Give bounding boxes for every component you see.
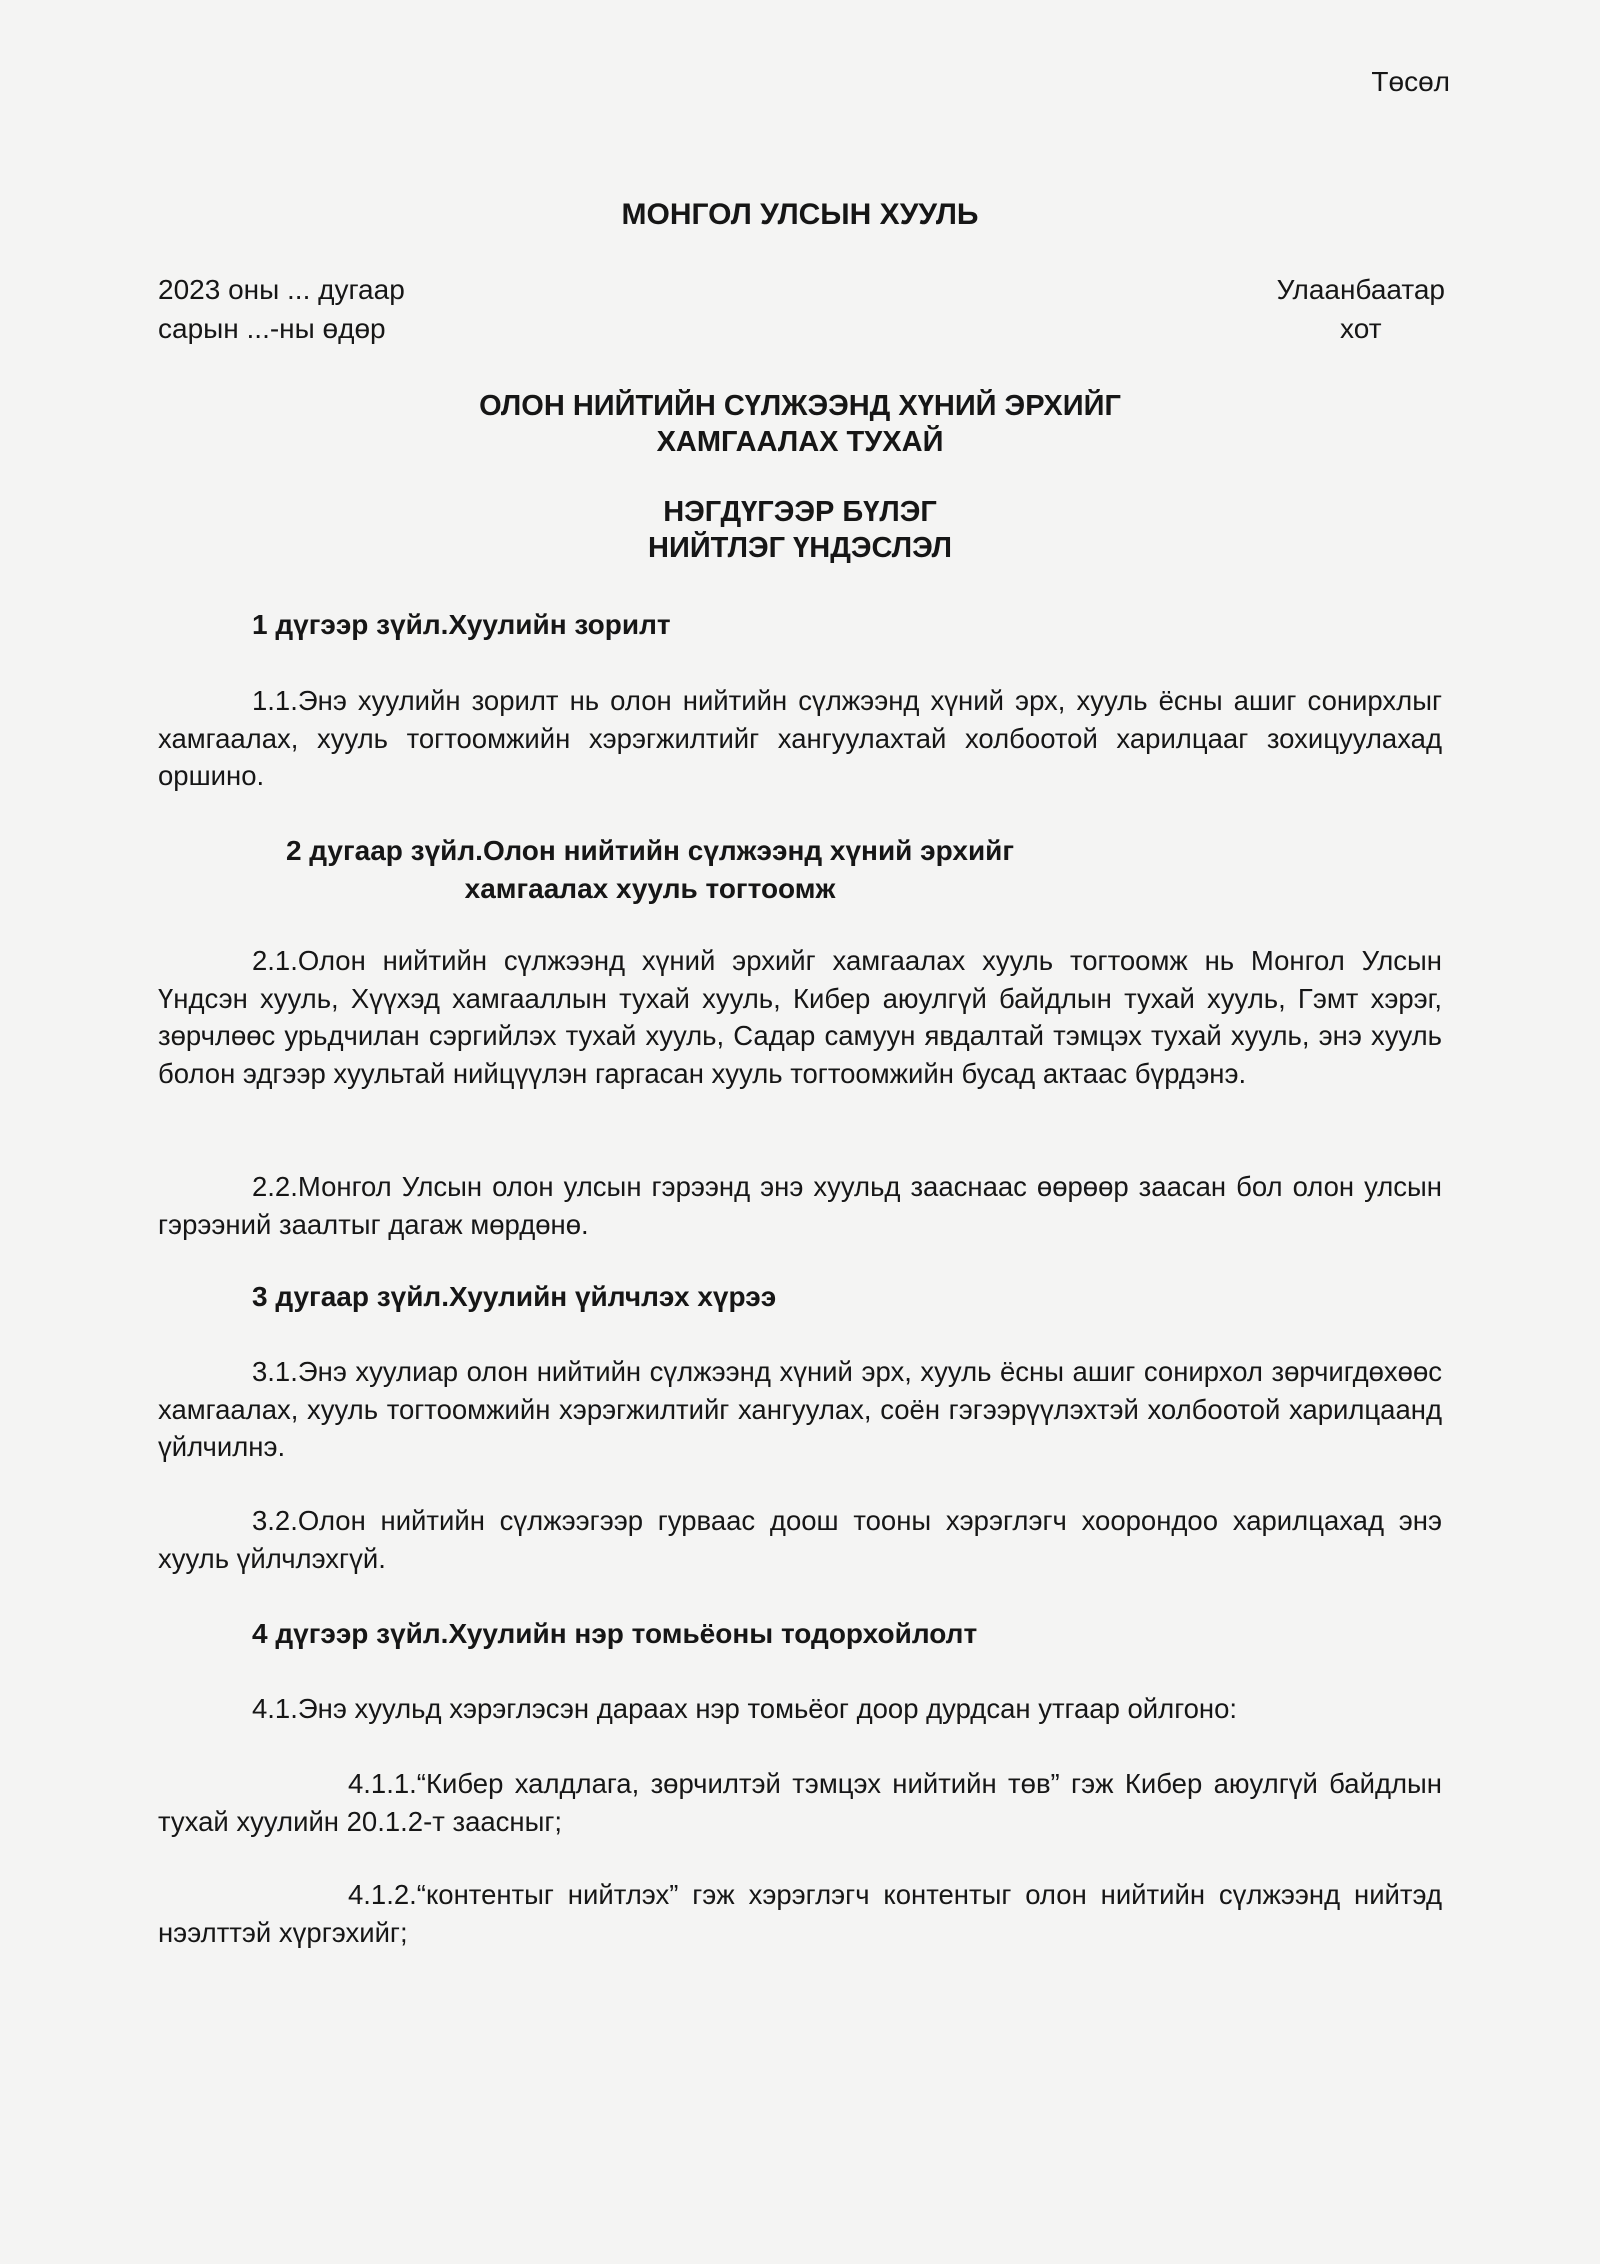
article-title: 4 дүгээр зүйл.Хуулийн нэр томьёоны тодорхойлолт [252,1618,978,1649]
date-line: сарын ...-ны өдөр [158,313,386,344]
chapter-heading [0,494,1600,566]
heading-line: ОЛОН НИЙТИЙН СҮЛЖЭЭНД ХҮНИЙ ЭРХИЙГ [479,390,1121,422]
law-name-heading [0,388,1600,460]
law-title: МОНГОЛ УЛСЫН ХУУЛЬ [621,198,979,231]
draft-label: Төсөл [1371,66,1450,97]
date-block [158,270,405,348]
paragraph: 4.1.2.“контентыг нийтлэх” гэж хэрэглэгч контентыг олон нийтийн сүлжээнд нийтэд нээлттэй хүргэхийг; [158,1879,1442,1948]
heading-line: НИЙТЛЭГ ҮНДЭСЛЭЛ [648,532,952,564]
paragraph: 3.1.Энэ хуулиар олон нийтийн сүлжээнд хүний эрх, хууль ёсны ашиг сонирхол зөрчигдөхөөс хамгаалах, хууль тогтоомжийн хэрэгжилтийг хангуулах, соён гэгээрүүлэхтэй холбоотой харилцаанд үйлчилнэ. [158,1356,1442,1462]
article-title-line: 2 дугаар зүйл.Олон нийтийн сүлжээнд хүний эрхийг [285,835,1015,866]
article-title: 3 дугаар зүйл.Хуулийн үйлчлэх хүрээ [252,1281,777,1312]
heading-line: ХАМГААЛАХ ТУХАЙ [656,426,944,458]
place-line: хот [1340,313,1382,344]
paragraph: 1.1.Энэ хуулийн зорилт нь олон нийтийн сүлжээнд хүний эрх, хууль ёсны ашиг сонирхлыг хамгаалах, хууль тогтоомжийн хэрэгжилтийг хангуулахтай холбоотой харилцааг зохицуулахад оршино. [158,685,1442,791]
paragraph: 2.2.Монгол Улсын олон улсын гэрээнд энэ хуульд зааснаас өөрөөр заасан бол олон улсын гэрээний заалтыг дагаж мөрдөнө. [158,1171,1442,1240]
article-title-line: хамгаалах хууль тогтоомж [464,873,836,904]
article-title: 1 дүгээр зүйл.Хуулийн зорилт [252,609,671,640]
paragraph: 2.1.Олон нийтийн сүлжээнд хүний эрхийг хамгаалах хууль тогтоомж нь Монгол Улсын Үндсэн хууль, Хүүхэд хамгааллын тухай хууль, Кибер аюулгүй байдлын тухай хууль, Гэмт хэрэг, зөрчлөөс урьдчилан сэргийлэх тухай хууль, Садар самуун явдалтай тэмцэх тухай хууль, энэ хууль болон эдгээр хуультай нийцүүлэн гаргасан хууль тогтоомжийн бусад актаас бүрдэнэ. [158,945,1442,1089]
article-title [200,832,1100,908]
date-line: 2023 оны ... дугаар [158,274,405,305]
paragraph: 3.2.Олон нийтийн сүлжээгээр гурваас доош тооны хэрэглэгч хоорондоо харилцахад энэ хууль үйлчлэхгүй. [158,1505,1442,1574]
heading-line: НЭГДҮГЭЭР БҮЛЭГ [663,496,937,528]
place-line: Улаанбаатар [1276,274,1445,305]
place-block [1277,270,1445,348]
paragraph: 4.1.1.“Кибер халдлага, зөрчилтэй тэмцэх нийтийн төв” гэж Кибер аюулгүй байдлын тухай хуулийн 20.1.2-т заасныг; [158,1768,1442,1837]
paragraph: 4.1.Энэ хуульд хэрэглэсэн дараах нэр томьёог доор дурдсан утгаар ойлгоно: [252,1693,1238,1724]
